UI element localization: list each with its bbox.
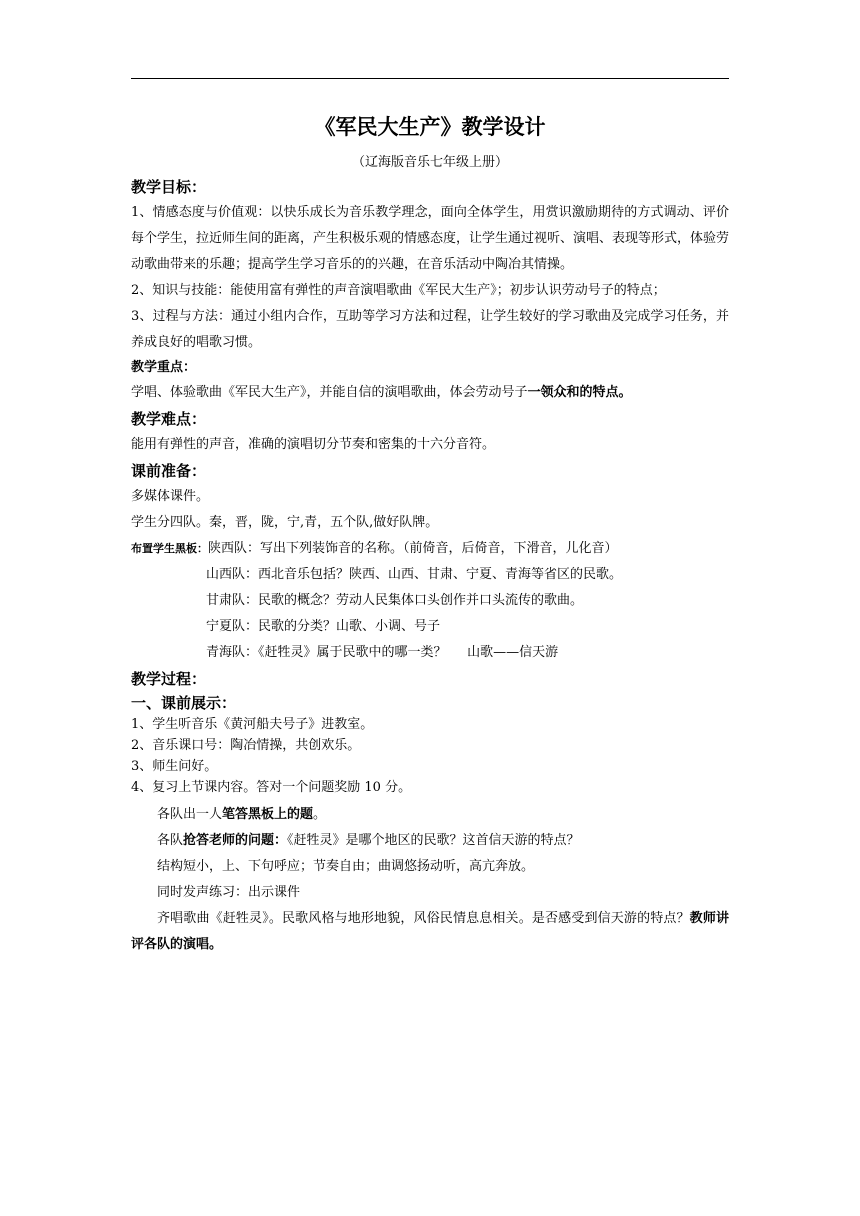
- process-para-3: 结构短小，上、下句呼应；节奏自由；曲调悠扬动听，高亢奔放。: [157, 859, 535, 874]
- board-line-4: 宁夏队：民歌的分类？山歌、小调、号子: [206, 619, 441, 634]
- difficulties-text: 能用有弹性的声音，准确的演唱切分节奏和密集的十六分音符。: [131, 437, 496, 452]
- step-2: 2、音乐课口号：陶冶情操，共创欢乐。: [131, 738, 361, 753]
- document-body: [131, 110, 729, 958]
- p2-b: 抢答老师的问题：: [183, 833, 288, 848]
- goal-item-3: 3、过程与方法：通过小组内合作，互助等学习方法和过程，让学生较好的学习歌曲及完成学习任务，并养成良好的唱歌习惯。: [131, 309, 729, 350]
- section-1-heading: 一、课前展示：: [131, 694, 237, 712]
- step-1: 1、学生听音乐《黄河船夫号子》进教室。: [131, 717, 374, 732]
- goal-item-2: 2、知识与技能：能使用富有弹性的声音演唱歌曲《军民大生产》；初步认识劳动号子的特点；: [131, 283, 666, 298]
- board-line-2: 山西队：西北音乐包括？陕西、山西、甘肃、宁夏、青海等省区的民歌。: [206, 567, 623, 582]
- p5-b: 教师讲评各队的演唱。: [131, 911, 729, 952]
- board-text-1: 陕西队：写出下列装饰音的名称。（前倚音，后倚音，下滑音，儿化音）: [208, 541, 618, 556]
- process-para-5: [131, 906, 729, 958]
- board-line-5: 青海队：《赶牲灵》属于民歌中的哪一类？ 山歌——信天游: [206, 645, 559, 660]
- board-label: 布置学生黑板：: [131, 542, 208, 555]
- p2-a: 各队: [157, 833, 184, 848]
- goals-heading: 教学目标：: [131, 178, 207, 196]
- board-line-3: 甘肃队：民歌的概念？劳动人民集体口头创作并口头流传的歌曲。: [206, 593, 584, 608]
- difficulties-heading: 教学难点：: [131, 410, 207, 428]
- header-rule: [131, 78, 729, 79]
- process-para-4: 同时发声练习：出示课件: [157, 885, 301, 900]
- process-para-1: [131, 802, 729, 828]
- document-title: 《军民大生产》教学设计: [314, 115, 546, 139]
- p1-b: 笔答黑板上的题: [222, 807, 314, 822]
- key-points-heading: 教学重点：: [131, 360, 197, 375]
- prep-line-2: 学生分四队。秦，晋，陇，宁,青，五个队,做好队牌。: [131, 515, 439, 530]
- document-subtitle: （辽海版音乐七年级上册）: [351, 155, 508, 170]
- process-para-2: [131, 828, 729, 854]
- p1-c: 。: [313, 807, 327, 822]
- key-points-text: [131, 380, 729, 406]
- key-points-bold: 一领众和的特点。: [527, 385, 632, 400]
- p1-a: 各队出一人: [157, 807, 223, 822]
- goal-item-1: 1、情感态度与价值观：以快乐成长为音乐教学理念，面向全体学生，用赏识激励期待的方式调动、评价每个学生，拉近师生间的距离，产生积极乐观的情感态度，让学生通过视听、演唱、表现等形式，体验劳动歌曲带来的乐趣；提高学生学习音乐的的兴趣，在音乐活动中陶冶其情操。: [131, 205, 730, 272]
- prep-line-1: 多媒体课件。: [131, 489, 210, 504]
- p2-c: 《赶牲灵》是哪个地区的民歌？这首信天游的特点？: [287, 833, 580, 848]
- p5-a: 齐唱歌曲《赶牲灵》。民歌风格与地形地貌，风俗民情息息相关。是否感受到信天游的特点？: [157, 911, 690, 926]
- process-steps: [131, 714, 729, 798]
- key-points-plain: 学唱、体验歌曲《军民大生产》，并能自信的演唱歌曲，体会劳动号子: [131, 385, 528, 400]
- process-heading: 教学过程：: [131, 670, 207, 688]
- board-line-1: [131, 536, 729, 562]
- prep-heading: 课前准备：: [131, 462, 207, 480]
- step-3: 3、师生问好。: [131, 759, 218, 774]
- step-4: 4、复习上节课内容。答对一个问题奖励 10 分。: [131, 780, 412, 795]
